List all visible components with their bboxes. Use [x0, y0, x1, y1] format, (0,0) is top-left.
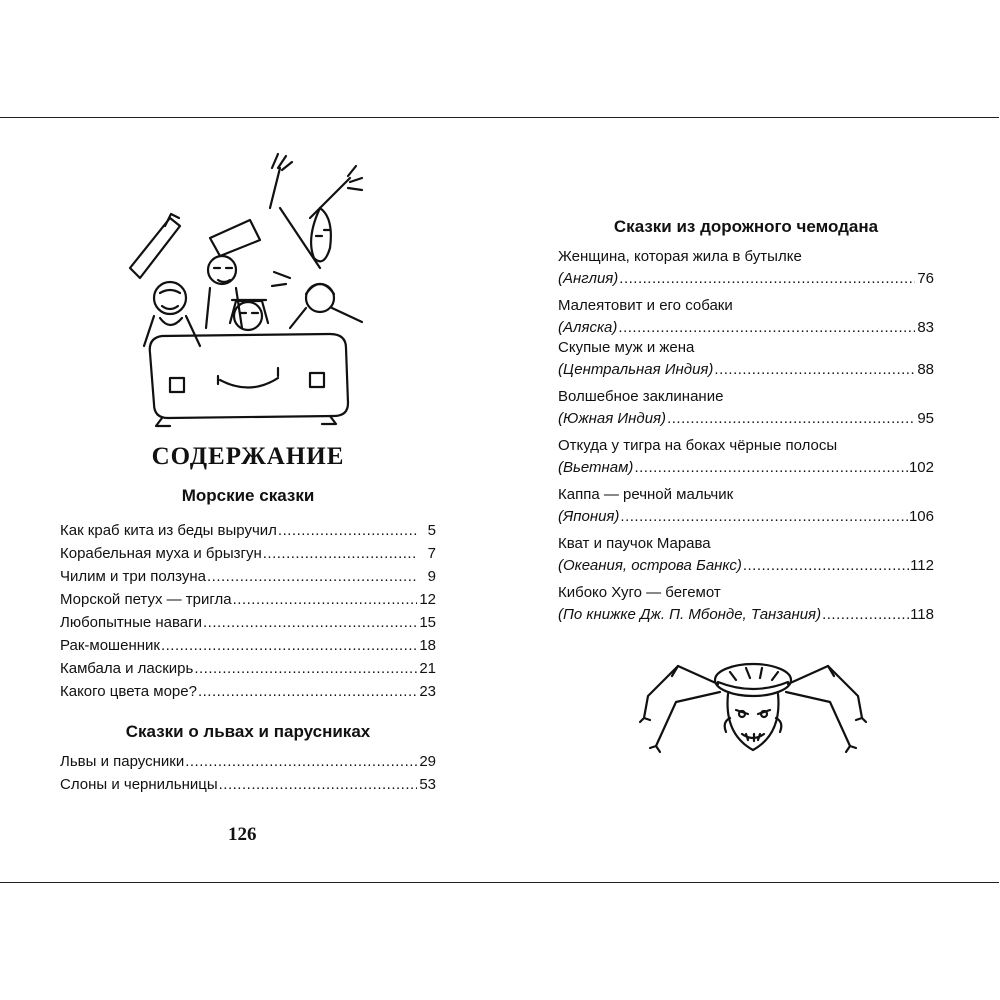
- toc-entry[interactable]: Женщина, которая жила в бутылке (Англия) ..... 76: [558, 246, 934, 290]
- section-title-lions-tales: Сказки о львах и парусниках: [125, 722, 371, 741]
- toc-entry[interactable]: Откуда у тигра на боках чёрные полосы (Вьетнам) ..... 102: [558, 435, 934, 479]
- toc-entry[interactable]: Корабельная муха и брызгун ..... 7: [60, 543, 436, 565]
- toc-entry[interactable]: Кват и паучок Марава (Океания, острова Банкс) ..... 112: [558, 533, 934, 577]
- toc-entry-title: Скупые муж и жена: [558, 339, 695, 356]
- page-number: 126: [228, 824, 257, 845]
- book-spread: [0, 117, 999, 883]
- section-title-sea-tales: Морские сказки: [181, 486, 315, 505]
- toc-entry[interactable]: Кибоко Хуго — бегемот (По книжке Дж. П. Мбонде, Танзания) ..... 118: [558, 582, 934, 626]
- toc-entry-title: Волшебное заклинание: [558, 388, 724, 405]
- toc-entry[interactable]: Слоны и чернильницы ..... 53: [60, 774, 436, 796]
- toc-entry[interactable]: Львы и парусники ..... 29: [60, 751, 436, 773]
- toc-entry[interactable]: Каппа — речной мальчик (Япония) ..... 106: [558, 484, 934, 528]
- toc-entry[interactable]: Как краб кита из беды выручил ..... 5: [60, 520, 436, 542]
- toc-entry[interactable]: Какого цвета море? ..... 23: [60, 681, 436, 703]
- section-title-suitcase-tales: Сказки из дорожного чемодана: [613, 217, 879, 236]
- toc-entry[interactable]: Морской петух — тригла ..... 12: [60, 589, 436, 611]
- toc-entry[interactable]: Камбала и ласкирь ..... 21: [60, 658, 436, 680]
- toc-entry[interactable]: Волшебное заклинание (Южная Индия) ..... 95: [558, 386, 934, 430]
- toc-entry[interactable]: Рак-мошенник ..... 18: [60, 635, 436, 657]
- toc-entry-title: Малеятовит и его собаки: [558, 297, 733, 314]
- toc-entry[interactable]: Любопытные наваги ..... 15: [60, 612, 436, 634]
- toc-entry-title: Кибоко Хуго — бегемот: [558, 584, 721, 601]
- toc-entry[interactable]: Скупые муж и жена (Центральная Индия) ..... 88: [558, 337, 934, 381]
- contents-heading: СОДЕРЖАНИЕ: [151, 443, 345, 470]
- toc-entry[interactable]: Малеятовит и его собаки (Аляска) ..... 83: [558, 295, 934, 339]
- suitcase-characters-illustration: [110, 148, 370, 428]
- toc-entry[interactable]: Чилим и три ползуна ..... 9: [60, 566, 436, 588]
- toc-entry-title: Каппа — речной мальчик: [558, 486, 734, 503]
- toc-entry-title: Кват и паучок Марава: [558, 535, 711, 552]
- spider-mask-illustration: [638, 658, 868, 768]
- toc-entry-title: Откуда у тигра на боках чёрные полосы: [558, 437, 838, 454]
- toc-entry-title: Женщина, которая жила в бутылке: [558, 248, 802, 265]
